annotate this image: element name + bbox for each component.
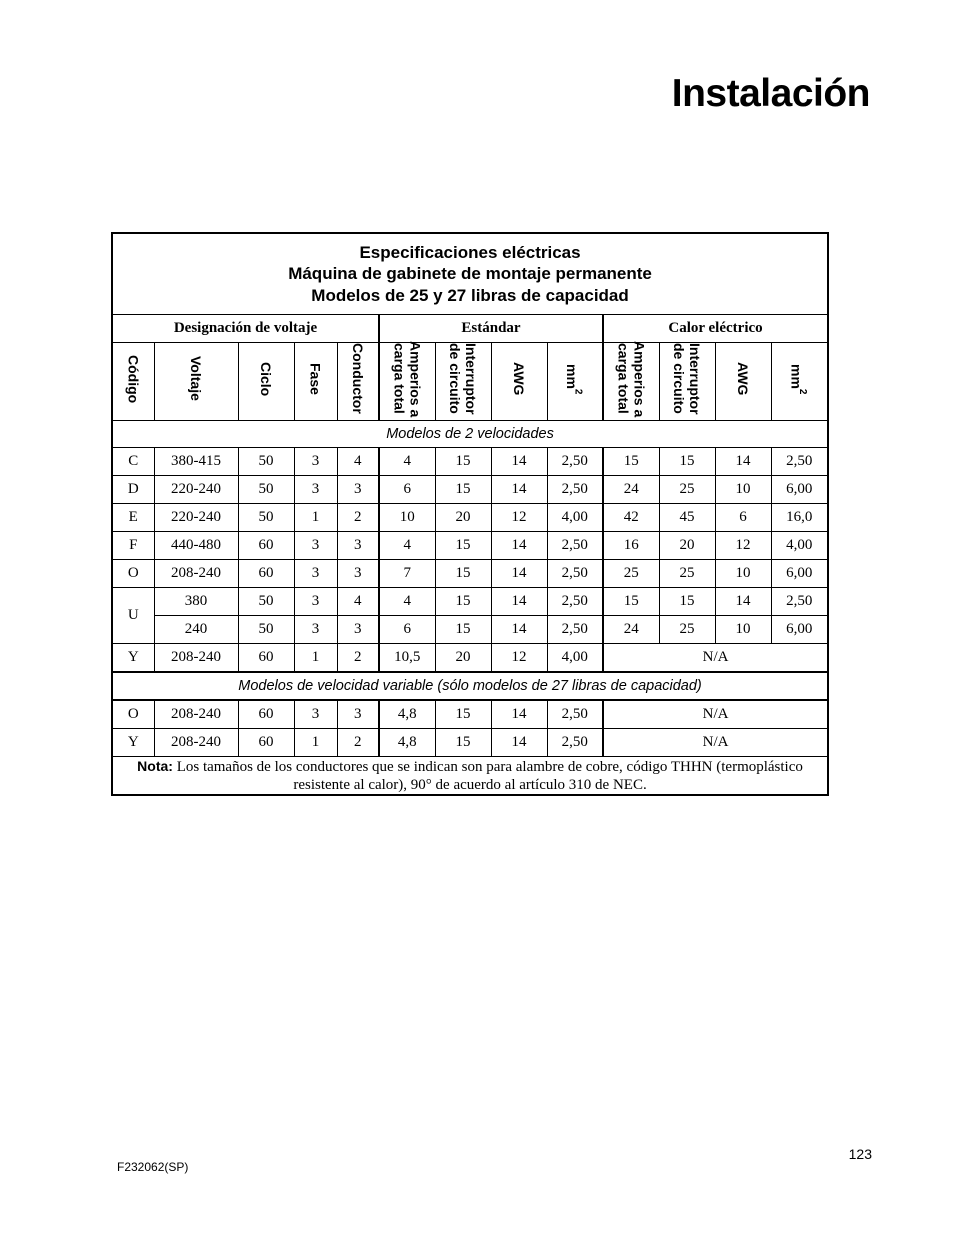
page-number: 123 xyxy=(848,1146,872,1162)
table-cell: 60 xyxy=(238,700,294,729)
table-cell: 14 xyxy=(491,728,547,756)
document-code: F232062(SP) xyxy=(117,1160,189,1174)
table-cell: 14 xyxy=(491,615,547,643)
table-cell: 4 xyxy=(379,587,435,615)
section-two-speed xyxy=(112,420,828,447)
table-cell: 45 xyxy=(659,503,715,531)
table-cell: 14 xyxy=(491,475,547,503)
table-cell: 10,5 xyxy=(379,643,435,672)
group-voltage-designation: Designación de voltaje xyxy=(112,315,379,343)
table-cell: 15 xyxy=(435,700,491,729)
table-cell: N/A xyxy=(603,643,828,672)
table-cell: 14 xyxy=(491,587,547,615)
table-cell: 380 xyxy=(154,587,238,615)
table-cell: 380-415 xyxy=(154,447,238,475)
page-title: Instalación xyxy=(671,72,870,115)
table-title-row xyxy=(112,233,828,315)
table-cell: 2,50 xyxy=(547,615,603,643)
table-cell: 3 xyxy=(337,615,379,643)
section-two-speed-label: Modelos de 2 velocidades xyxy=(112,420,828,447)
table-cell: 10 xyxy=(715,559,771,587)
table-row xyxy=(112,447,828,475)
table-cell: 4 xyxy=(337,587,379,615)
table-row xyxy=(112,503,828,531)
section-variable-speed-label: Modelos de velocidad variable (sólo modelos de 27 libras de capacidad) xyxy=(112,672,828,700)
col-heat-breaker: Interruptor de circuito xyxy=(659,343,715,421)
table-row xyxy=(112,531,828,559)
table-cell: 2,50 xyxy=(547,728,603,756)
table-cell: 16 xyxy=(603,531,659,559)
table-cell: 15 xyxy=(659,447,715,475)
table-cell: 2,50 xyxy=(771,587,828,615)
table-cell: 15 xyxy=(435,447,491,475)
table-cell: 12 xyxy=(491,503,547,531)
table-cell: 12 xyxy=(491,643,547,672)
col-cycle: Ciclo xyxy=(238,343,294,421)
table-row xyxy=(112,587,828,615)
table-cell: 208-240 xyxy=(154,559,238,587)
table-row xyxy=(112,615,828,643)
table-cell: 6 xyxy=(715,503,771,531)
table-cell: 16,0 xyxy=(771,503,828,531)
table-cell: 1 xyxy=(294,503,337,531)
table-cell: 15 xyxy=(435,475,491,503)
table-cell: 440-480 xyxy=(154,531,238,559)
table-row xyxy=(112,475,828,503)
table-cell: 240 xyxy=(154,615,238,643)
table-cell: 15 xyxy=(603,587,659,615)
table-cell: 14 xyxy=(491,700,547,729)
table-cell: 42 xyxy=(603,503,659,531)
table-cell: 50 xyxy=(238,587,294,615)
table-cell: 6,00 xyxy=(771,615,828,643)
section-variable-speed xyxy=(112,672,828,700)
col-std-amps: Amperios a carga total xyxy=(379,343,435,421)
table-cell: 15 xyxy=(435,559,491,587)
table-cell: 3 xyxy=(294,531,337,559)
table-cell: 25 xyxy=(659,615,715,643)
table-cell: 4,8 xyxy=(379,728,435,756)
table-row xyxy=(112,643,828,672)
table-cell: 6 xyxy=(379,475,435,503)
table-cell: 14 xyxy=(491,447,547,475)
table-cell: 4 xyxy=(379,531,435,559)
table-cell: 2,50 xyxy=(547,475,603,503)
table-cell: 14 xyxy=(491,531,547,559)
col-std-awg: AWG xyxy=(491,343,547,421)
col-std-breaker: Interruptor de circuito xyxy=(435,343,491,421)
table-cell: C xyxy=(112,447,154,475)
table-cell: 1 xyxy=(294,643,337,672)
table-cell: 2,50 xyxy=(547,447,603,475)
table-cell: 4,00 xyxy=(771,531,828,559)
group-header-row xyxy=(112,315,828,343)
col-heat-mm2: $mm^2$ xyxy=(771,343,828,421)
table-cell: 25 xyxy=(659,475,715,503)
table-cell: 2,50 xyxy=(547,587,603,615)
col-code: Código xyxy=(112,343,154,421)
table-cell: 2 xyxy=(337,643,379,672)
table-cell: 3 xyxy=(337,559,379,587)
table-cell: 220-240 xyxy=(154,475,238,503)
table-cell: 15 xyxy=(435,587,491,615)
table-cell: 3 xyxy=(294,615,337,643)
table-cell: 20 xyxy=(659,531,715,559)
table-cell: 20 xyxy=(435,643,491,672)
col-voltage: Voltaje xyxy=(154,343,238,421)
table-cell: 208-240 xyxy=(154,728,238,756)
table-cell: O xyxy=(112,559,154,587)
col-phase: Fase xyxy=(294,343,337,421)
electrical-specs-table xyxy=(111,232,829,796)
table-title xyxy=(112,233,828,315)
table-cell: 50 xyxy=(238,503,294,531)
table-row xyxy=(112,700,828,729)
group-standard: Estándar xyxy=(379,315,603,343)
table-cell: 14 xyxy=(715,447,771,475)
table-cell: 3 xyxy=(337,700,379,729)
table-cell: 1 xyxy=(294,728,337,756)
table-cell: 2 xyxy=(337,503,379,531)
table-cell: 10 xyxy=(715,615,771,643)
table-cell: 6,00 xyxy=(771,475,828,503)
table-cell: 7 xyxy=(379,559,435,587)
col-heat-awg: AWG xyxy=(715,343,771,421)
table-cell: 3 xyxy=(337,531,379,559)
table-cell: U xyxy=(112,587,154,643)
table-cell: 60 xyxy=(238,559,294,587)
table-cell: 15 xyxy=(435,728,491,756)
col-std-mm2: $mm^2$ xyxy=(547,343,603,421)
table-cell: 2,50 xyxy=(547,531,603,559)
table-cell: 50 xyxy=(238,615,294,643)
table-cell: 4 xyxy=(337,447,379,475)
table-cell: 6 xyxy=(379,615,435,643)
table-cell: 208-240 xyxy=(154,700,238,729)
table-cell: 15 xyxy=(435,531,491,559)
table-cell: 10 xyxy=(379,503,435,531)
table-title-line-2: Máquina de gabinete de montaje permanente xyxy=(288,264,652,284)
table-cell: 220-240 xyxy=(154,503,238,531)
table-cell: 3 xyxy=(294,700,337,729)
table-cell: 3 xyxy=(294,475,337,503)
table-cell: F xyxy=(112,531,154,559)
table-cell: 15 xyxy=(659,587,715,615)
note-row xyxy=(112,756,828,795)
table-cell: 6,00 xyxy=(771,559,828,587)
table-cell: 4,8 xyxy=(379,700,435,729)
table-title-line-3: Modelos de 25 y 27 libras de capacidad xyxy=(311,285,629,305)
table-cell: 12 xyxy=(715,531,771,559)
table-cell: Y xyxy=(112,728,154,756)
table-cell: 2 xyxy=(337,728,379,756)
table-cell: 15 xyxy=(435,615,491,643)
table-cell: N/A xyxy=(603,700,828,729)
column-header-row xyxy=(112,343,828,421)
note-label: Nota: xyxy=(137,757,173,774)
table-cell: 2,50 xyxy=(547,700,603,729)
table-cell: 3 xyxy=(294,587,337,615)
table-cell: 24 xyxy=(603,615,659,643)
table-cell: 14 xyxy=(715,587,771,615)
table-cell: 20 xyxy=(435,503,491,531)
table-title-line-1: Especificaciones eléctricas xyxy=(359,242,581,262)
table-cell: 4,00 xyxy=(547,503,603,531)
table-cell: 60 xyxy=(238,643,294,672)
table-cell: 60 xyxy=(238,531,294,559)
table-cell: N/A xyxy=(603,728,828,756)
table-cell: 4,00 xyxy=(547,643,603,672)
table-cell: Y xyxy=(112,643,154,672)
table-cell: 15 xyxy=(603,447,659,475)
table-cell: 10 xyxy=(715,475,771,503)
table-cell: 3 xyxy=(337,475,379,503)
table-cell: 25 xyxy=(603,559,659,587)
table-cell: 60 xyxy=(238,728,294,756)
table-cell: O xyxy=(112,700,154,729)
table-cell: 208-240 xyxy=(154,643,238,672)
table-cell: D xyxy=(112,475,154,503)
group-electric-heat: Calor eléctrico xyxy=(603,315,828,343)
col-heat-amps: Amperios a carga total xyxy=(603,343,659,421)
table-cell: 24 xyxy=(603,475,659,503)
table-cell: 50 xyxy=(238,475,294,503)
table-row xyxy=(112,559,828,587)
table-row xyxy=(112,728,828,756)
table-cell: 50 xyxy=(238,447,294,475)
table-cell: 25 xyxy=(659,559,715,587)
table-cell: 3 xyxy=(294,559,337,587)
table-cell: 3 xyxy=(294,447,337,475)
table-cell: E xyxy=(112,503,154,531)
note-text: Los tamaños de los conductores que se indican son para alambre de cobre, código THHN (termoplástico resistente al calor), 90° de acuerdo al artículo 310 de NEC. xyxy=(172,758,803,793)
table-cell: 2,50 xyxy=(547,559,603,587)
table-cell: 14 xyxy=(491,559,547,587)
table-cell: 2,50 xyxy=(771,447,828,475)
table-cell: 4 xyxy=(379,447,435,475)
note xyxy=(112,756,828,795)
col-conductor: Conductor xyxy=(337,343,379,421)
